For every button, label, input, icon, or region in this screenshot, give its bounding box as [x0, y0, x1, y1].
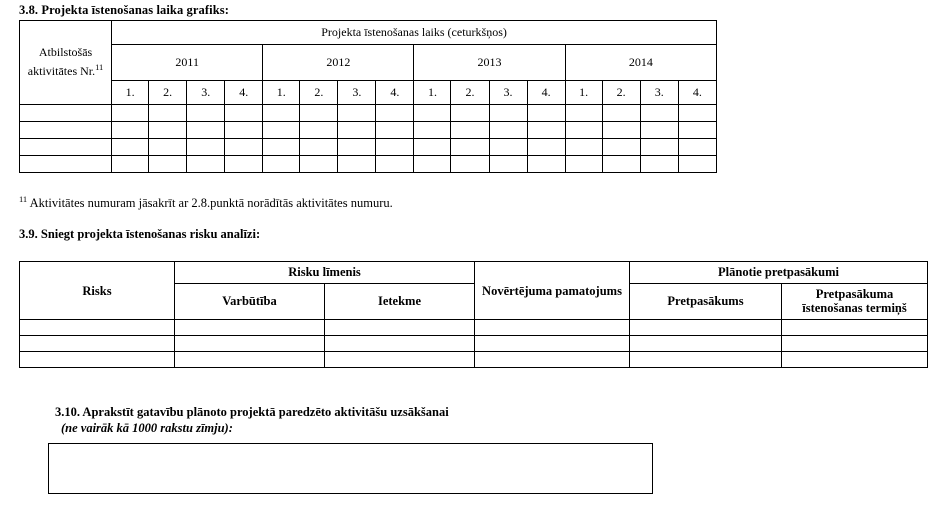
- schedule-cell[interactable]: [565, 105, 602, 122]
- risk-cell-probability[interactable]: [175, 352, 325, 368]
- schedule-cell[interactable]: [225, 105, 263, 122]
- schedule-cell[interactable]: [678, 139, 716, 156]
- schedule-cell[interactable]: [414, 156, 451, 173]
- schedule-cell[interactable]: [640, 139, 678, 156]
- schedule-cell[interactable]: [414, 105, 451, 122]
- schedule-cell[interactable]: [678, 156, 716, 173]
- schedule-cell[interactable]: [414, 122, 451, 139]
- section-310-title-italic: [61, 420, 695, 436]
- risk-cell-measure[interactable]: [630, 352, 782, 368]
- risk-cell-impact[interactable]: [325, 336, 475, 352]
- schedule-cell[interactable]: [640, 156, 678, 173]
- schedule-cell[interactable]: [602, 139, 640, 156]
- schedule-cell[interactable]: [376, 105, 414, 122]
- risk-cell-assessment-basis[interactable]: [475, 320, 630, 336]
- schedule-cell[interactable]: [602, 156, 640, 173]
- section-38-title: 3.8. Projekta īstenošanas laika grafiks:: [19, 3, 230, 17]
- schedule-quarter-2014-1: 1.: [565, 81, 602, 105]
- table-row[interactable]: [20, 320, 928, 336]
- schedule-year-2014: 2014: [565, 45, 716, 81]
- schedule-cell[interactable]: [527, 139, 565, 156]
- section-39-title: 3.9. Sniegt projekta īstenošanas risku analīzi:: [19, 227, 261, 241]
- risk-cell-probability[interactable]: [175, 320, 325, 336]
- schedule-cell-activity[interactable]: [20, 139, 112, 156]
- risk-cell-measure-deadline[interactable]: [782, 352, 928, 368]
- schedule-cell[interactable]: [187, 122, 225, 139]
- schedule-cell[interactable]: [149, 105, 187, 122]
- schedule-cell[interactable]: [640, 122, 678, 139]
- schedule-cell[interactable]: [376, 122, 414, 139]
- schedule-cell[interactable]: [602, 122, 640, 139]
- schedule-quarter-2012-2: 2.: [300, 81, 338, 105]
- risk-cell-measure-deadline[interactable]: [782, 320, 928, 336]
- risk-cell-measure-deadline[interactable]: [782, 336, 928, 352]
- schedule-header-row-2: [20, 45, 717, 81]
- schedule-cell[interactable]: [489, 139, 527, 156]
- schedule-year-2013: 2013: [414, 45, 565, 81]
- schedule-quarter-2011-4: 4.: [225, 81, 263, 105]
- table-row[interactable]: [20, 336, 928, 352]
- schedule-cell[interactable]: [640, 105, 678, 122]
- schedule-quarter-2013-3: 3.: [489, 81, 527, 105]
- schedule-cell[interactable]: [112, 156, 149, 173]
- schedule-cell[interactable]: [263, 139, 300, 156]
- section-310-title-italic-text: (ne vairāk kā 1000 rakstu zīmju): [61, 421, 229, 435]
- risk-cell-probability[interactable]: [175, 336, 325, 352]
- risk-cell-impact[interactable]: [325, 320, 475, 336]
- schedule-quarter-2014-2: 2.: [602, 81, 640, 105]
- schedule-quarter-2014-4: 4.: [678, 81, 716, 105]
- schedule-cell[interactable]: [300, 139, 338, 156]
- schedule-cell-activity[interactable]: [20, 122, 112, 139]
- risk-header-level: Risku līmenis: [175, 262, 475, 284]
- schedule-quarter-2013-4: 4.: [527, 81, 565, 105]
- schedule-cell[interactable]: [489, 105, 527, 122]
- schedule-cell[interactable]: [376, 156, 414, 173]
- schedule-cell[interactable]: [489, 156, 527, 173]
- schedule-cell[interactable]: [263, 105, 300, 122]
- schedule-cell[interactable]: [149, 139, 187, 156]
- schedule-cell[interactable]: [149, 156, 187, 173]
- risk-header-probability: Varbūtība: [175, 284, 325, 320]
- schedule-cell[interactable]: [602, 105, 640, 122]
- schedule-cell[interactable]: [112, 139, 149, 156]
- schedule-cell[interactable]: [678, 105, 716, 122]
- schedule-header-row-3: [20, 81, 717, 105]
- section-310-title-bold: 3.10. Aprakstīt gatavību plānoto projektā paredzēto aktivitāšu uzsākšanai: [55, 405, 449, 419]
- schedule-cell[interactable]: [300, 156, 338, 173]
- schedule-cell[interactable]: [300, 122, 338, 139]
- risk-header-impact: Ietekme: [325, 284, 475, 320]
- table-row[interactable]: [20, 139, 717, 156]
- footnote-11: [19, 192, 393, 211]
- schedule-cell[interactable]: [187, 139, 225, 156]
- schedule-cell[interactable]: [678, 122, 716, 139]
- risk-cell-measure[interactable]: [630, 336, 782, 352]
- footnote-text: Aktivitātes numuram jāsakrīt ar 2.8.punktā norādītās aktivitātes numuru.: [29, 196, 393, 211]
- schedule-cell[interactable]: [414, 139, 451, 156]
- schedule-cell[interactable]: [187, 105, 225, 122]
- schedule-cell[interactable]: [338, 122, 376, 139]
- schedule-cell[interactable]: [112, 105, 149, 122]
- schedule-cell[interactable]: [527, 156, 565, 173]
- schedule-quarter-2011-1: 1.: [112, 81, 149, 105]
- footnote-marker: 11: [19, 194, 28, 204]
- schedule-cell[interactable]: [338, 156, 376, 173]
- schedule-activity-header-label: Atbilstošās aktivitātes Nr.: [27, 45, 96, 78]
- section-310-title-colon: :: [228, 421, 233, 435]
- risk-cell-impact[interactable]: [325, 352, 475, 368]
- schedule-cell[interactable]: [527, 122, 565, 139]
- schedule-cell[interactable]: [376, 139, 414, 156]
- schedule-cell[interactable]: [338, 105, 376, 122]
- risk-header-row-1: [20, 262, 928, 284]
- schedule-cell[interactable]: [565, 156, 602, 173]
- risk-cell-assessment-basis[interactable]: [475, 352, 630, 368]
- risk-header-risk: Risks: [20, 262, 175, 320]
- schedule-quarter-2011-3: 3.: [187, 81, 225, 105]
- table-row[interactable]: [20, 352, 928, 368]
- schedule-quarter-2013-1: 1.: [414, 81, 451, 105]
- schedule-header-row-1: [20, 21, 717, 45]
- schedule-quarter-2011-2: 2.: [149, 81, 187, 105]
- risk-header-measure-deadline: Pretpasākuma īstenošanas termiņš: [782, 284, 928, 320]
- risk-cell-measure[interactable]: [630, 320, 782, 336]
- schedule-cell[interactable]: [225, 156, 263, 173]
- schedule-period-header: Projekta īstenošanas laiks (ceturkšņos): [112, 21, 717, 45]
- table-row[interactable]: [20, 156, 717, 173]
- schedule-cell[interactable]: [263, 122, 300, 139]
- schedule-activity-footnote-marker: 11: [95, 62, 104, 72]
- schedule-cell[interactable]: [149, 122, 187, 139]
- section-310-answer-box[interactable]: [48, 443, 653, 494]
- risk-header-planned-measures: Plānotie pretpasākumi: [630, 262, 928, 284]
- schedule-cell[interactable]: [527, 105, 565, 122]
- schedule-cell[interactable]: [187, 156, 225, 173]
- schedule-cell[interactable]: [489, 122, 527, 139]
- schedule-cell[interactable]: [225, 122, 263, 139]
- schedule-cell[interactable]: [225, 139, 263, 156]
- schedule-quarter-2012-1: 1.: [263, 81, 300, 105]
- section-310-title: [55, 404, 695, 436]
- schedule-year-2012: 2012: [263, 45, 414, 81]
- risk-header-measure: Pretpasākums: [630, 284, 782, 320]
- schedule-cell[interactable]: [263, 156, 300, 173]
- schedule-cell-activity[interactable]: [20, 105, 112, 122]
- risk-header-assessment-basis: [475, 262, 630, 320]
- schedule-cell[interactable]: [451, 122, 489, 139]
- schedule-year-2011: 2011: [112, 45, 263, 81]
- table-row[interactable]: [20, 105, 717, 122]
- schedule-cell[interactable]: [112, 122, 149, 139]
- schedule-quarter-2012-4: 4.: [376, 81, 414, 105]
- risk-cell-risk[interactable]: [20, 320, 175, 336]
- schedule-cell[interactable]: [565, 139, 602, 156]
- schedule-quarter-2012-3: 3.: [338, 81, 376, 105]
- schedule-cell-activity[interactable]: [20, 156, 112, 173]
- schedule-cell[interactable]: [338, 139, 376, 156]
- risk-cell-risk[interactable]: [20, 352, 175, 368]
- schedule-cell[interactable]: [451, 105, 489, 122]
- schedule-activity-header: [20, 21, 112, 105]
- schedule-cell[interactable]: [451, 156, 489, 173]
- risk-cell-assessment-basis[interactable]: [475, 336, 630, 352]
- schedule-quarter-2014-3: 3.: [640, 81, 678, 105]
- risk-cell-risk[interactable]: [20, 336, 175, 352]
- schedule-cell[interactable]: [300, 105, 338, 122]
- schedule-quarter-2013-2: 2.: [451, 81, 489, 105]
- schedule-table: [19, 20, 717, 173]
- risk-analysis-table: [19, 261, 928, 368]
- risk-header-assessment-basis-label: Novērtējuma pamatojums: [482, 283, 622, 298]
- table-row[interactable]: [20, 122, 717, 139]
- schedule-cell[interactable]: [565, 122, 602, 139]
- schedule-cell[interactable]: [451, 139, 489, 156]
